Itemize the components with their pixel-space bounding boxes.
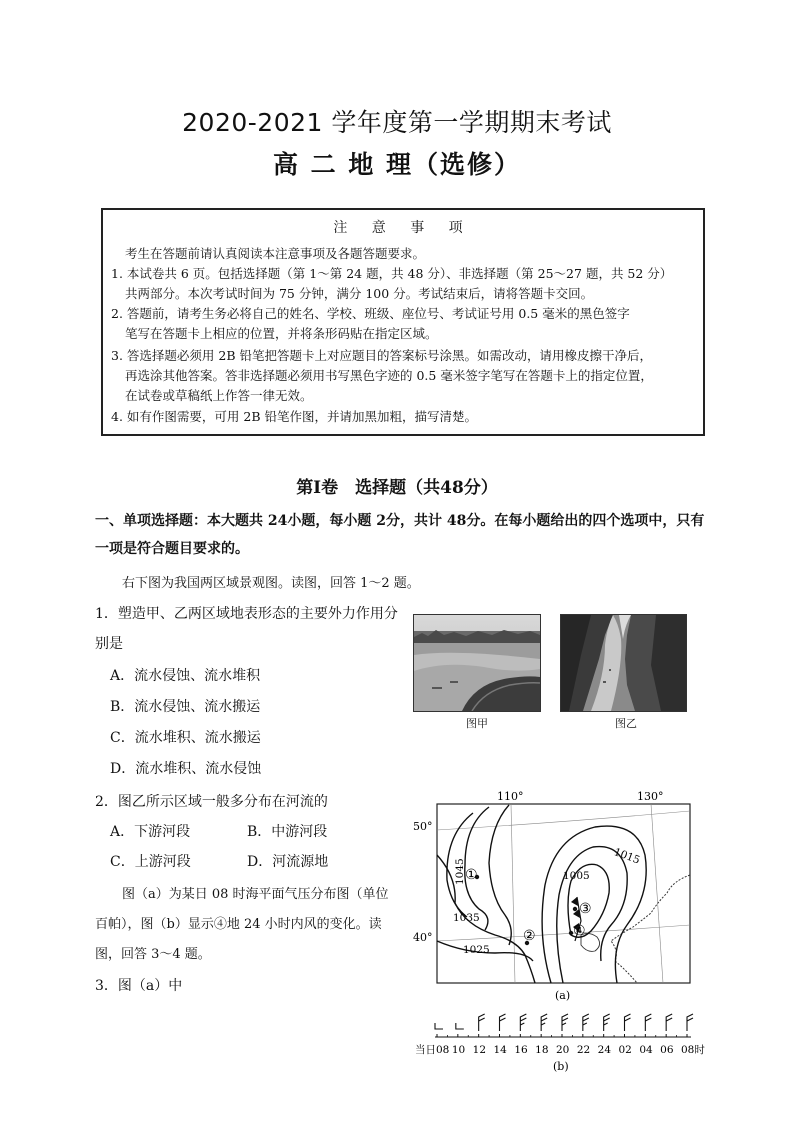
notice-line: 3. 答选择题必须用 2B 铅笔把答题卡上对应题目的答案标号涂黑。如需改动，请用橡皮擦干净后， (111, 348, 652, 363)
lon-label: 130° (637, 790, 664, 803)
question-1-stem: 1．塑造甲、乙两区域地表形态的主要外力作用分 (95, 606, 398, 622)
hour-label: 24 (597, 1044, 612, 1056)
intro-text: 右下图为我国两区域景观图。读图，回答 1～2 题。 (122, 576, 420, 591)
point-2: ② (523, 928, 536, 944)
wind-barb (500, 1014, 506, 1031)
hour-label: 16 (514, 1044, 528, 1056)
hour-label: 08时 (681, 1044, 705, 1056)
notice-line: 考生在答题前请认真阅读本注意事项及各题答题要求。 (125, 246, 426, 261)
question-3-stem: 3．图（a）中 (95, 978, 183, 994)
gorge-image (561, 615, 686, 711)
hour-label: 当日08 (415, 1044, 450, 1056)
hour-label: 12 (472, 1044, 487, 1056)
wind-barb (479, 1014, 485, 1031)
map-frame (437, 804, 690, 983)
notice-heading: 注 意 事 项 (333, 220, 473, 236)
map-caption: (a) (555, 989, 571, 1002)
wind-barb (687, 1014, 693, 1031)
hour-label: 04 (639, 1044, 653, 1056)
photo-yi (560, 614, 687, 712)
hour-label: 20 (556, 1044, 570, 1056)
exam-title: 2020-2021 学年度第一学期期末考试 (182, 108, 612, 137)
option-2a: A．下游河段 (110, 824, 191, 840)
wind-barb (583, 1014, 589, 1031)
lat-label: 50° (413, 820, 433, 833)
wind-timeline (405, 1005, 710, 1077)
question-1-stem: 别是 (95, 636, 123, 652)
intro-text: 图（a）为某日 08 时海平面气压分布图（单位 (122, 887, 389, 902)
point-3: ③ (579, 901, 592, 917)
option-1c: C．流水堆积、流水搬运 (110, 730, 261, 746)
photo-jia (413, 614, 541, 712)
photo-jia-caption: 图甲 (466, 717, 488, 730)
isobar-label: 1005 (563, 870, 590, 882)
option-1d: D．流水堆积、流水侵蚀 (110, 761, 262, 777)
option-2b: B．中游河段 (247, 824, 328, 840)
wind-barb (456, 1023, 464, 1029)
option-2c: C．上游河段 (110, 854, 191, 870)
hour-label: 02 (618, 1044, 632, 1056)
notice-line: 再选涂其他答案。答非选择题必须用书写黑色字迹的 0.5 毫米签字笔写在答题卡上的指定位置， (125, 368, 653, 383)
wind-caption: (b) (553, 1060, 569, 1073)
hour-label: 14 (493, 1044, 507, 1056)
section-title: 第Ⅰ卷 选择题（共48分） (296, 478, 498, 498)
point-1: ① (465, 867, 478, 883)
notice-line: 共两部分。本次考试时间为 75 分钟，满分 100 分。考试结束后，请将答题卡交回。 (125, 286, 594, 301)
hour-label: 18 (535, 1044, 549, 1056)
wind-barb (562, 1014, 568, 1031)
option-2d: D．河流源地 (247, 854, 329, 870)
wind-barb (604, 1014, 610, 1031)
isobar-label: 1015 (612, 846, 642, 867)
notice-line: 2. 答题前，请考生务必将自己的姓名、学校、班级、座位号、考试证号用 0.5 毫米的黑色签字 (111, 306, 630, 321)
notice-line: 4. 如有作图需要，可用 2B 铅笔作图，并请加黑加粗，描写清楚。 (111, 409, 477, 424)
lat-label: 40° (413, 931, 433, 944)
wind-barb (645, 1014, 651, 1031)
photo-yi-caption: 图乙 (615, 717, 637, 730)
notice-line: 1. 本试卷共 6 页。包括选择题（第 1～第 24 题，共 48 分）、非选择题（第 25～27 题，共 52 分） (111, 266, 673, 281)
wind-barb (435, 1023, 443, 1029)
isobar-map (405, 785, 705, 1005)
lon-label: 110° (497, 790, 524, 803)
section-instruction: 一、单项选择题：本大题共 24小题，每小题 2分，共计 48分。在每小题给出的四个选项中，只有 (95, 513, 705, 529)
point-4: ④ (573, 923, 586, 939)
exam-subtitle: 高 二 地 理（选修） (272, 150, 522, 179)
wind-barb (666, 1014, 672, 1031)
wind-barb (520, 1014, 526, 1031)
wind-barb (625, 1014, 631, 1031)
isobar-label: 1025 (463, 944, 490, 956)
hour-label: 10 (451, 1044, 466, 1056)
intro-text: 百帕），图（b）显示④地 24 小时内风的变化。读 (95, 917, 382, 932)
isobar-label: 1035 (453, 912, 480, 924)
notice-line: 在试卷或草稿纸上作答一律无效。 (125, 388, 313, 403)
isobar-label: 1045 (454, 858, 466, 885)
option-1a: A．流水侵蚀、流水堆积 (110, 668, 261, 684)
section-instruction: 一项是符合题目要求的。 (95, 541, 249, 557)
intro-text: 图，回答 3～4 题。 (95, 947, 211, 962)
hour-label: 06 (660, 1044, 674, 1056)
question-2-stem: 2．图乙所示区域一般多分布在河流的 (95, 794, 328, 810)
hour-label: 22 (576, 1044, 591, 1056)
wind-barb (541, 1014, 547, 1031)
option-1b: B．流水侵蚀、流水搬运 (110, 699, 261, 715)
river-delta-image (414, 615, 540, 711)
notice-box (101, 208, 705, 436)
notice-line: 笔写在答题卡上相应的位置，并将条形码贴在指定区域。 (125, 326, 438, 341)
